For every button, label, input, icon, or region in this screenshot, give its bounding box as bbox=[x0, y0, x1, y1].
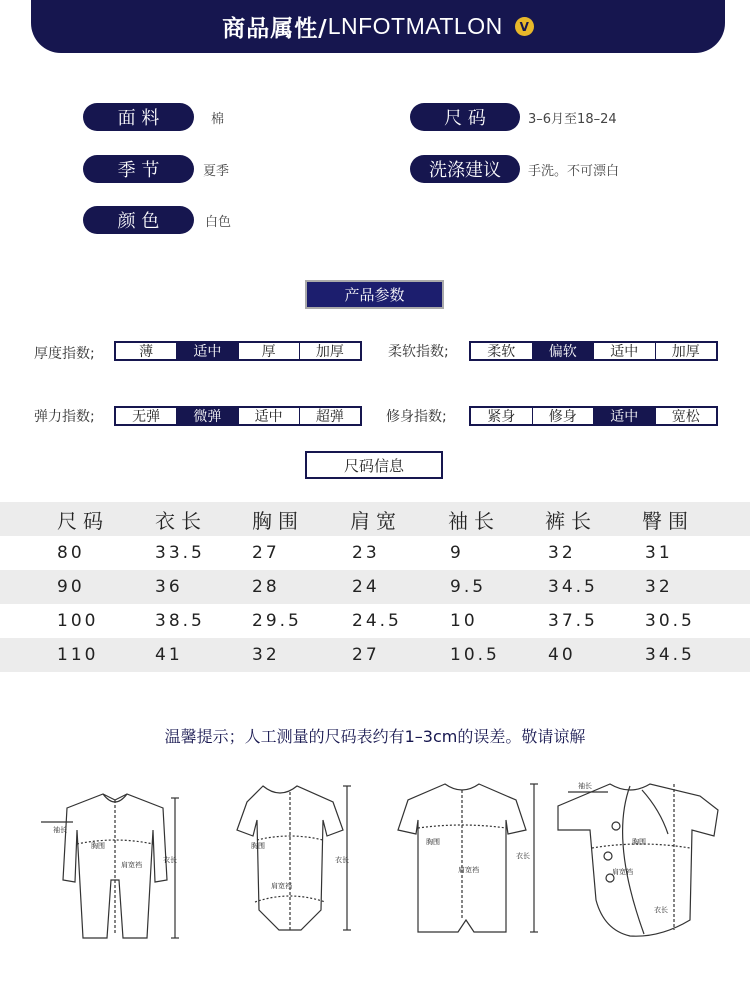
size-table bbox=[0, 502, 750, 672]
table-cell: 9 bbox=[450, 543, 464, 563]
scale-option: 厚 bbox=[238, 343, 299, 359]
table-cell: 31 bbox=[645, 543, 673, 563]
scale-option: 超弹 bbox=[299, 408, 360, 424]
fit-label: 修身指数; bbox=[386, 409, 447, 425]
table-row bbox=[0, 570, 750, 604]
header-banner bbox=[31, 0, 725, 53]
short-romper-diagram bbox=[390, 770, 550, 945]
table-cell: 9.5 bbox=[450, 577, 487, 597]
measurement-tip: 温馨提示；人工测量的尺码表约有1–3cm的误差。敬请谅解 bbox=[164, 727, 586, 746]
v-badge-icon: V bbox=[515, 17, 534, 36]
scale-option: 薄 bbox=[116, 343, 176, 359]
label-chest: 胸围 bbox=[632, 838, 646, 846]
softness-label: 柔软指数; bbox=[388, 344, 449, 360]
attr-value: 白色 bbox=[205, 214, 232, 230]
label-crotch: 肩宽裆 bbox=[458, 866, 479, 874]
label-crotch: 肩宽裆 bbox=[612, 868, 633, 876]
table-cell: 36 bbox=[155, 577, 183, 597]
table-cell: 32 bbox=[548, 543, 576, 563]
table-header-cell: 肩宽 bbox=[350, 508, 402, 533]
table-header-cell: 裤长 bbox=[545, 508, 597, 533]
table-cell: 100 bbox=[57, 611, 99, 631]
attr-wash bbox=[410, 155, 619, 183]
elasticity-label: 弹力指数; bbox=[34, 409, 95, 425]
label-crotch: 肩宽裆 bbox=[271, 882, 292, 890]
size-title: 尺码信息 bbox=[305, 451, 443, 479]
attr-label: 面 料 bbox=[83, 103, 194, 131]
label-length: 衣长 bbox=[163, 856, 177, 864]
scale-option: 适中 bbox=[238, 408, 299, 424]
bodysuit-diagram bbox=[215, 770, 365, 945]
table-row bbox=[0, 604, 750, 638]
table-row bbox=[0, 638, 750, 672]
table-cell: 34.5 bbox=[645, 645, 695, 665]
table-cell: 29.5 bbox=[252, 611, 302, 631]
scale-option: 紧身 bbox=[471, 408, 532, 424]
attr-label: 尺 码 bbox=[410, 103, 520, 131]
scale-option-selected: 微弹 bbox=[176, 408, 237, 424]
table-cell: 10 bbox=[450, 611, 478, 631]
table-header-cell: 胸围 bbox=[252, 508, 304, 533]
label-crotch: 肩宽裆 bbox=[121, 861, 142, 869]
label-chest: 胸围 bbox=[426, 838, 440, 846]
attr-material bbox=[83, 103, 224, 131]
table-cell: 110 bbox=[57, 645, 99, 665]
scale-option: 宽松 bbox=[655, 408, 717, 424]
scale-option: 加厚 bbox=[655, 343, 717, 359]
attr-value: 夏季 bbox=[203, 163, 230, 179]
table-header-cell: 尺码 bbox=[57, 508, 109, 533]
table-cell: 10.5 bbox=[450, 645, 500, 665]
scale-option: 无弹 bbox=[116, 408, 176, 424]
table-cell: 38.5 bbox=[155, 611, 205, 631]
table-cell: 24 bbox=[352, 577, 380, 597]
label-sleeve: 袖长 bbox=[578, 782, 592, 790]
label-sleeve: 袖长 bbox=[53, 826, 67, 834]
scale-option-selected: 适中 bbox=[593, 408, 655, 424]
attr-color bbox=[83, 206, 231, 234]
params-title: 产品参数 bbox=[305, 280, 444, 309]
table-cell: 27 bbox=[252, 543, 280, 563]
scale-option-selected: 偏软 bbox=[532, 343, 594, 359]
table-cell: 33.5 bbox=[155, 543, 205, 563]
kimono-romper-diagram bbox=[550, 770, 725, 945]
table-cell: 30.5 bbox=[645, 611, 695, 631]
table-header-cell: 袖长 bbox=[448, 508, 500, 533]
table-cell: 27 bbox=[352, 645, 380, 665]
table-cell: 80 bbox=[57, 543, 85, 563]
scale-option: 加厚 bbox=[299, 343, 360, 359]
table-cell: 90 bbox=[57, 577, 85, 597]
attr-value: 手洗。不可漂白 bbox=[528, 163, 620, 179]
table-cell: 23 bbox=[352, 543, 380, 563]
table-cell: 32 bbox=[252, 645, 280, 665]
header-title-cn: 商品属性/ bbox=[222, 16, 328, 42]
attr-label: 季 节 bbox=[83, 155, 194, 183]
label-chest: 胸围 bbox=[91, 842, 105, 850]
label-chest: 胸围 bbox=[251, 842, 265, 850]
table-cell: 34.5 bbox=[548, 577, 598, 597]
romper-long-sleeve-diagram bbox=[35, 770, 195, 945]
header-title-en: LNFOTMATLON bbox=[327, 13, 503, 39]
table-header-cell: 臀围 bbox=[642, 508, 694, 533]
table-header-row bbox=[0, 502, 750, 536]
table-row bbox=[0, 536, 750, 570]
attr-label: 洗涤建议 bbox=[410, 155, 520, 183]
attr-value: 3–6月至18–24 bbox=[528, 111, 617, 127]
attr-value: 棉 bbox=[211, 111, 225, 127]
table-header-cell: 衣长 bbox=[155, 508, 207, 533]
fit-scale bbox=[469, 406, 718, 426]
table-cell: 37.5 bbox=[548, 611, 598, 631]
table-cell: 24.5 bbox=[352, 611, 402, 631]
attr-label: 颜 色 bbox=[83, 206, 194, 234]
label-length: 衣长 bbox=[516, 852, 530, 860]
attr-size bbox=[410, 103, 617, 131]
attr-season bbox=[83, 155, 229, 183]
label-length: 衣长 bbox=[335, 856, 349, 864]
thickness-label: 厚度指数; bbox=[34, 346, 95, 362]
table-cell: 40 bbox=[548, 645, 576, 665]
label-length: 衣长 bbox=[654, 906, 668, 914]
softness-scale bbox=[469, 341, 718, 361]
scale-option: 适中 bbox=[593, 343, 655, 359]
scale-option: 柔软 bbox=[471, 343, 532, 359]
table-cell: 41 bbox=[155, 645, 183, 665]
table-cell: 32 bbox=[645, 577, 673, 597]
table-cell: 28 bbox=[252, 577, 280, 597]
scale-option-selected: 适中 bbox=[176, 343, 237, 359]
elasticity-scale bbox=[114, 406, 362, 426]
scale-option: 修身 bbox=[532, 408, 594, 424]
thickness-scale bbox=[114, 341, 362, 361]
